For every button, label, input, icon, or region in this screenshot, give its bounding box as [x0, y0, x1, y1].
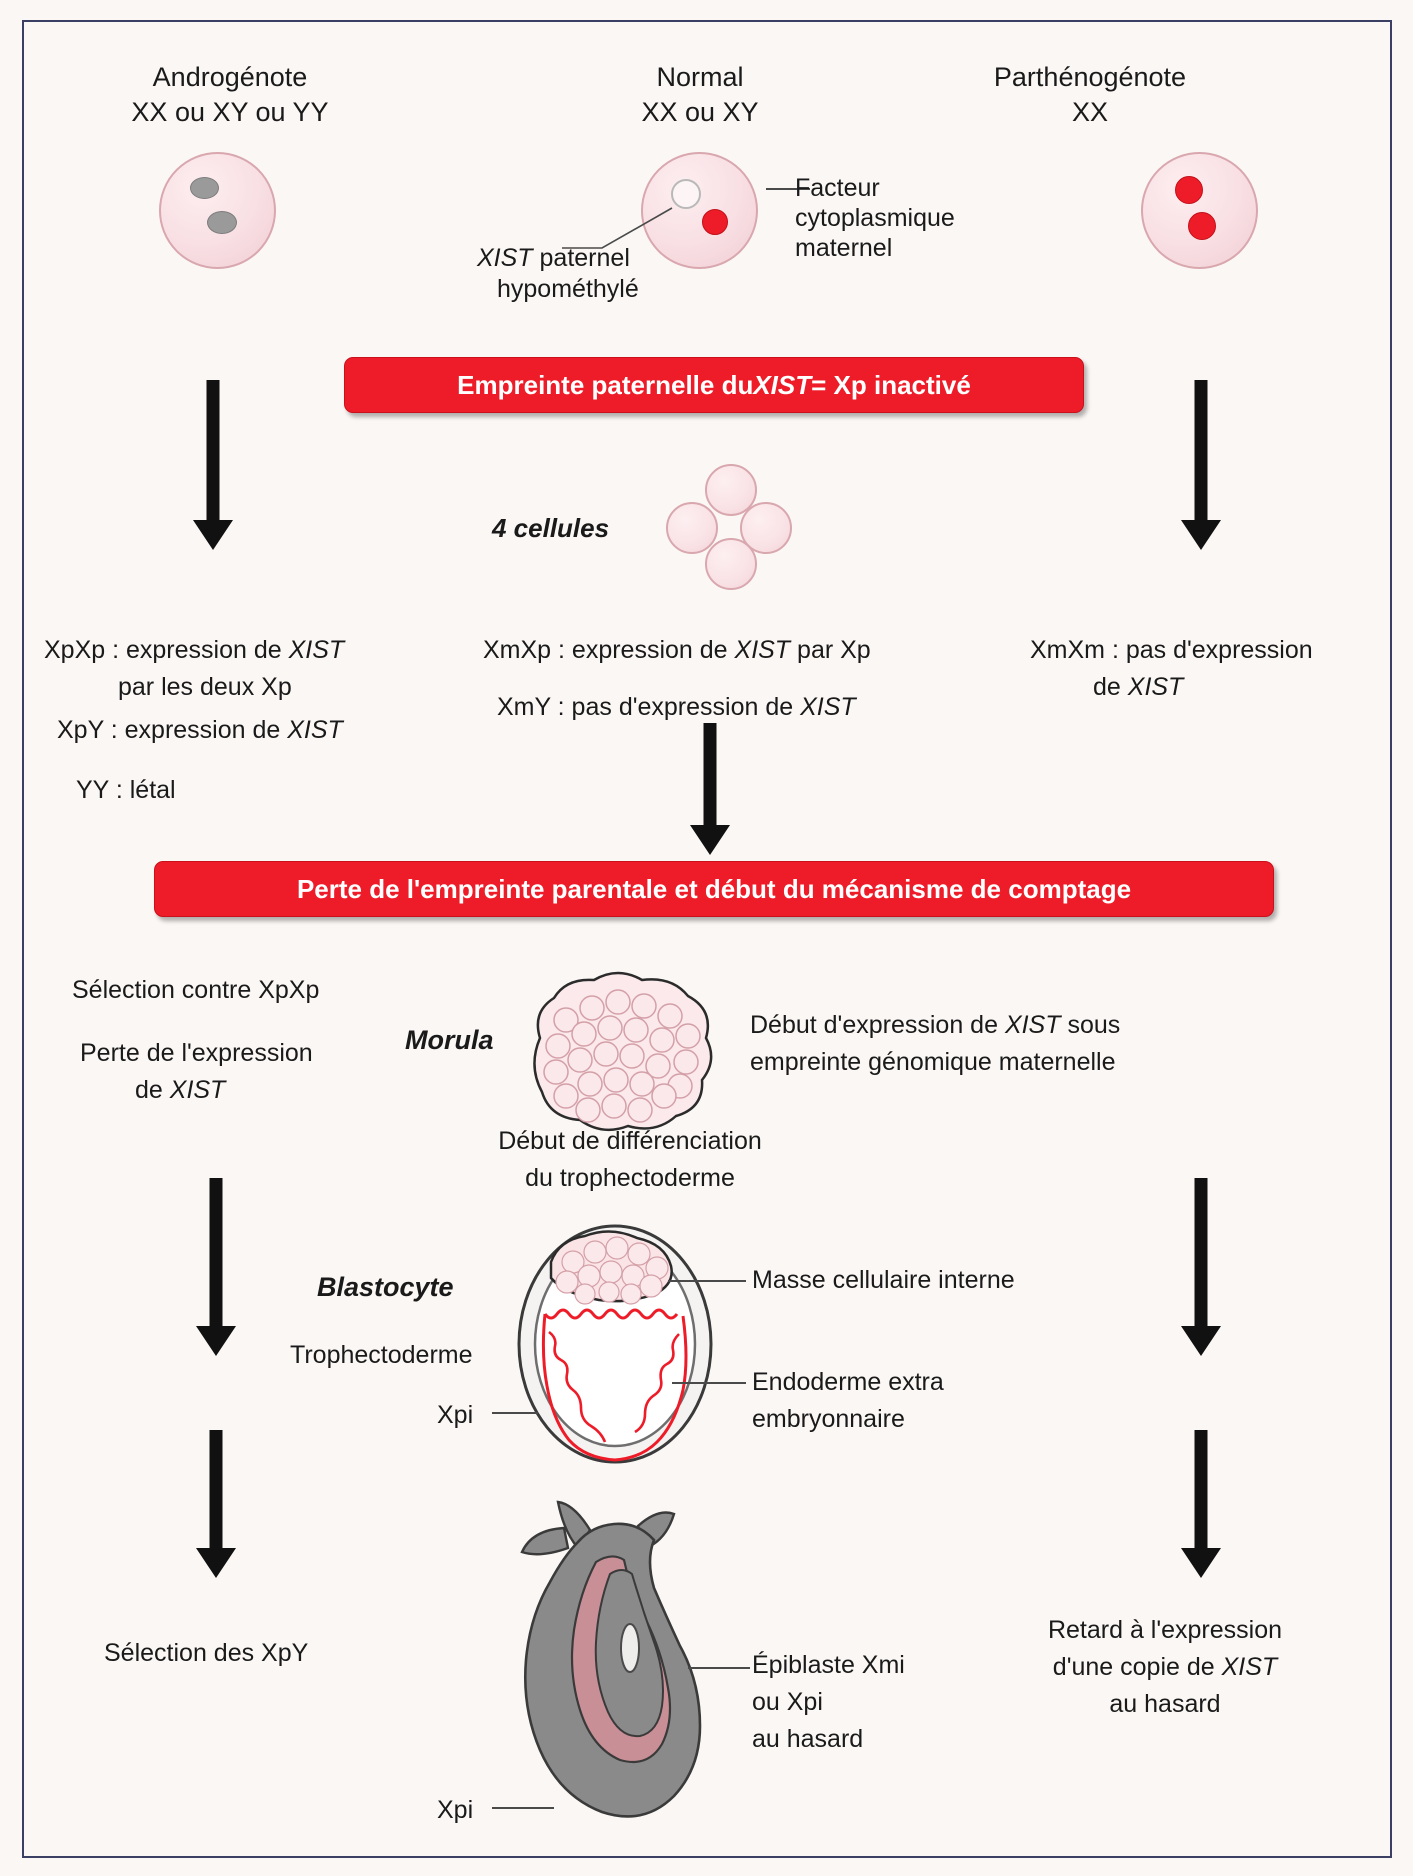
expression-middle-line1: XmXp : expression de XIST par Xp — [483, 636, 871, 664]
blastocyte-endoderme-line1: Endoderme extra — [752, 1368, 944, 1396]
morula-embryo — [522, 968, 722, 1136]
embryo-xpi-label: Xpi — [437, 1796, 474, 1824]
callout-facteur-line3: maternel — [795, 234, 893, 262]
banner-top-before: Empreinte paternelle du — [457, 369, 754, 400]
banner-top-after: = Xp inactivé — [811, 369, 971, 400]
column-subtitle-normal: XX ou XY — [641, 97, 759, 127]
nucleus-paternal-1 — [190, 177, 219, 199]
stage-label-4-cellules: 4 cellules — [492, 513, 610, 543]
banner-perte-empreinte — [154, 861, 1274, 917]
arrow-left-top — [193, 380, 233, 550]
left-selection-contre: Sélection contre XpXp — [72, 976, 320, 1004]
leader-line-masse-cellulaire — [668, 1280, 746, 1282]
epiblaste-line3: au hasard — [752, 1725, 864, 1753]
blastocyte-xpi-label: Xpi — [437, 1401, 474, 1429]
arrow-right-top — [1181, 380, 1221, 550]
leader-line-xpi-embryo — [492, 1807, 554, 1809]
expression-left-line1: XpXp : expression de XIST — [44, 636, 345, 664]
expression-right-line2: de XIST — [1093, 673, 1184, 701]
column-title-androgenote: Androgénote — [152, 62, 308, 92]
leader-line-epiblaste — [688, 1667, 750, 1669]
callout-facteur-line1: Facteur — [795, 174, 880, 202]
left-selection-xpy: Sélection des XpY — [104, 1639, 309, 1667]
left-perte-line2: de XIST — [135, 1076, 226, 1104]
nucleus-maternal-2 — [1188, 212, 1216, 240]
blastocyte-masse-label: Masse cellulaire interne — [752, 1266, 1015, 1294]
expression-right-line1: XmXm : pas d'expression — [1030, 636, 1313, 664]
blastocyte-embryo — [515, 1222, 715, 1466]
morula-right-line1: Début d'expression de XIST sous — [750, 1011, 1121, 1039]
arrow-left-middle — [196, 1178, 236, 1358]
nucleus-maternal-factor — [702, 209, 728, 235]
right-retard-line3: au hasard — [1109, 1690, 1221, 1718]
stage-label-blastocyte: Blastocyte — [317, 1272, 454, 1302]
callout-xist-line1: XIST paternel — [477, 244, 630, 272]
right-retard-line2: d'une copie de XIST — [1052, 1653, 1278, 1681]
nucleus-maternal-1 — [1175, 176, 1203, 204]
expression-middle-line2: XmY : pas d'expression de XIST — [497, 693, 856, 721]
epiblaste-line1: Épiblaste Xmi — [752, 1651, 905, 1679]
blastocyte-endoderme-line2: embryonnaire — [752, 1405, 905, 1433]
callout-xist-line2: hypométhylé — [497, 275, 639, 303]
banner-middle-text: Perte de l'empreinte parentale et début du mécanisme de comptage — [296, 873, 1132, 904]
arrow-right-middle — [1181, 1178, 1221, 1358]
morula-below-line2: du trophectoderme — [525, 1164, 735, 1192]
left-perte-line1: Perte de l'expression — [80, 1039, 313, 1067]
egg-cylinder-embryo — [478, 1496, 738, 1836]
right-retard-line1: Retard à l'expression — [1047, 1616, 1283, 1644]
epiblaste-line2: ou Xpi — [752, 1688, 823, 1716]
arrow-left-bottom — [196, 1430, 236, 1580]
morula-right-line2: empreinte génomique maternelle — [750, 1048, 1116, 1076]
column-subtitle-androgenote: XX ou XY ou YY — [131, 97, 329, 127]
stage-label-morula: Morula — [405, 1025, 494, 1055]
morula-below-line1: Début de différenciation — [498, 1127, 762, 1155]
blastomere-4 — [705, 538, 757, 590]
four-cell-embryo — [666, 464, 796, 592]
leader-line-xpi-blastocyte — [492, 1412, 538, 1414]
column-subtitle-parthenogenote: XX — [1071, 97, 1109, 127]
nucleus-paternal-2 — [207, 211, 237, 234]
arrow-right-bottom — [1181, 1430, 1221, 1580]
column-title-parthenogenote: Parthénogénote — [993, 62, 1187, 92]
callout-facteur-line2: cytoplasmique — [795, 204, 955, 232]
banner-top-emphasis: XIST — [753, 369, 812, 400]
blastocyte-trophectoderme-label: Trophectoderme — [290, 1341, 473, 1369]
arrow-middle-to-banner — [690, 723, 730, 853]
expression-left-line2: par les deux Xp — [118, 673, 292, 701]
egg-parthenogenote — [1141, 152, 1258, 269]
banner-empreinte-paternelle — [344, 357, 1084, 413]
egg-androgenote — [159, 152, 276, 269]
leader-line-endoderme — [672, 1382, 746, 1384]
column-title-normal: Normal — [656, 62, 744, 92]
expression-left-line3: XpY : expression de XIST — [57, 716, 343, 744]
expression-left-line4: YY : létal — [76, 776, 176, 804]
